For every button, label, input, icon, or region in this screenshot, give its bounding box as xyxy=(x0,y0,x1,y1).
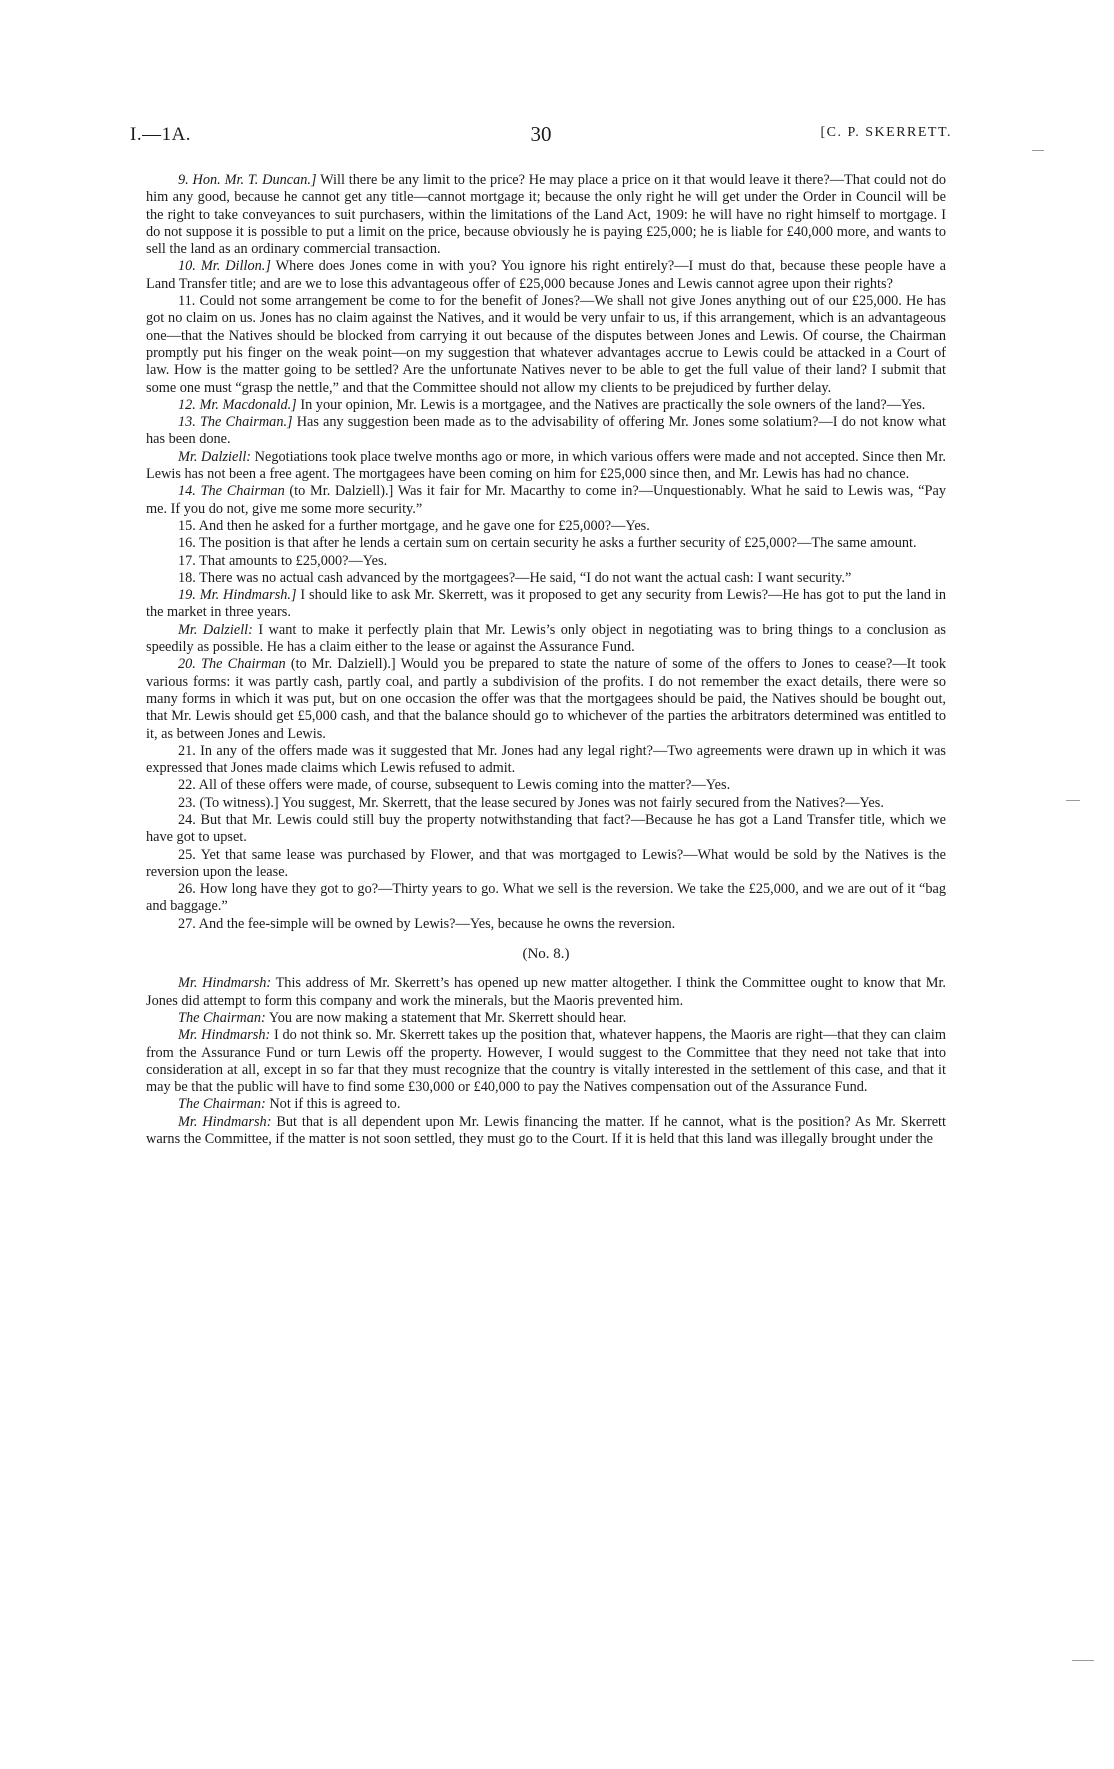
paragraph xyxy=(146,795,946,812)
paragraph-text: 11. Could not some arrangement be come to for the benefit of Jones?—We shall not give Jones anything out of our £25,000. He has got no claim on us. Jones has no claim against the Natives, and it would be very unfair to us, if this arrangement, which is an advantageous one—that the Natives should be blocked from carrying it out because of the disputes between Jones and Lewis. Of course, the Chairman promptly put his finger on the weak point—on my suggestion that whatever advantages accrue to Lewis could be attacked in a Court of law. How is the matter going to be settled? Are the unfortunate Natives never to be able to get the full value of their land? I submit that some one must “grasp the nettle,” and that the Committee should not allow my clients to be prejudiced by further delay. xyxy=(146,293,946,396)
paragraph-text: Will there be any limit to the price? He may place a price on it that would leave it there?—That could not do him any good, because he cannot get any title—cannot mortgage it; because the only right he will get under the Order in Council will be the right to take conveyances to suit purchasers, within the limitations of the Land Act, 1909: he will have no right himself to mortgage. I do not suppose it is possible to put a limit on the price, because obviously he is paying £25,000; he is liable for £40,000 more, and wants to sell the land as an ordinary commercial transaction. xyxy=(146,172,947,258)
paragraph-text: But that is all dependent upon Mr. Lewis financing the matter. If he cannot, what is the position? As Mr. Skerrett warns the Committee, if the matter is not soon settled, they must go to the Court. If it is held that this land was illegally brought under the xyxy=(146,1113,947,1148)
paragraph-text: (to Mr. Dalziell).] Would you be prepared to state the nature of some of the offers to Jones to cease?—It took various forms: it was partly cash, partly coal, and partly a subdivision of the profits. I do not remember the exact details, there were so many forms in which it was put, but on one occasion the offer was that the mortgagees should be paid, the Natives should be bought out, that Mr. Lewis should get £5,000 cash, and that the balance should go to whichever of the parties the arbitrators determined was entitled to it, as between Jones and Lewis. xyxy=(146,656,946,742)
paragraph-text: I want to make it perfectly plain that Mr. Lewis’s only object in negotiating was to bring things to a conclusion as speedily as possible. He has a claim either to the lease or against the Assurance Fund. xyxy=(146,621,946,656)
speaker-label: 10. Mr. Dillon.] xyxy=(178,258,271,275)
paragraph xyxy=(146,656,946,742)
margin-mark xyxy=(1032,150,1044,151)
paragraph-list xyxy=(146,172,946,933)
paragraph-text: 21. In any of the offers made was it suggested that Mr. Jones had any legal right?—Two agreements were drawn up in which it was expressed that Jones made claims which Lewis refused to admit. xyxy=(146,742,946,777)
paragraph xyxy=(146,622,946,657)
paragraph-text: You are now making a statement that Mr. Skerrett should hear. xyxy=(265,1009,627,1026)
page-number: 30 xyxy=(530,122,552,146)
paragraph-text: 24. But that Mr. Lewis could still buy the property notwithstanding that fact?—Because he has got a Land Transfer title, which we have got to upset. xyxy=(146,811,946,846)
section-heading: (No. 8.) xyxy=(522,946,570,963)
speaker-label: 20. The Chairman xyxy=(178,656,286,673)
speaker-label: Mr. Hindmarsh: xyxy=(178,975,272,992)
paragraph-text: 16. The position is that after he lends a certain sum on certain security he asks a further security of £25,000?—The same amount. xyxy=(178,535,917,552)
paragraph xyxy=(146,916,946,933)
speaker-label: 12. Mr. Macdonald.] xyxy=(178,396,297,413)
paragraph-text: 27. And the fee-simple will be owned by Lewis?—Yes, because he owns the reversion. xyxy=(178,915,676,932)
paragraph-text: Has any suggestion been made as to the advisability of offering Mr. Jones some solatium?—I do not know what has been done. xyxy=(146,414,947,448)
page-header xyxy=(130,124,952,154)
paragraph xyxy=(146,449,946,484)
speaker-label: 9. Hon. Mr. T. Duncan.] xyxy=(178,172,317,188)
paragraph-text: This address of Mr. Skerrett’s has opened up new matter altogether. I think the Committee ought to know that Mr. Jones did attempt to form this company and work the minerals, but the Maoris prevented him. xyxy=(146,975,946,1009)
paragraph xyxy=(146,535,946,552)
paragraph xyxy=(146,847,946,882)
paragraph-text: 18. There was no actual cash advanced by the mortgagees?—He said, “I do not want the actual cash: I want security.” xyxy=(178,569,852,586)
paragraph xyxy=(146,570,946,587)
paragraph xyxy=(146,258,946,293)
body-text xyxy=(146,172,946,1148)
paragraph xyxy=(146,414,946,449)
paragraph xyxy=(146,172,946,258)
paragraph xyxy=(146,812,946,847)
paragraph xyxy=(146,777,946,794)
margin-mark xyxy=(1066,800,1080,801)
speaker-label: 14. The Chairman xyxy=(178,483,285,500)
speaker-label: The Chairman: xyxy=(178,1096,266,1113)
paragraph-text: 22. All of these offers were made, of course, subsequent to Lewis coming into the matter?—Yes. xyxy=(178,777,731,794)
paragraph xyxy=(146,518,946,535)
paragraph-text: (to Mr. Dalziell).] Was it fair for Mr. Macarthy to come in?—Unquestionably. What he said to Lewis was, “Pay me. If you do not, give me some more security.” xyxy=(146,483,946,517)
paragraph xyxy=(146,587,946,622)
paragraph xyxy=(146,743,946,778)
paragraph xyxy=(146,1027,946,1096)
paragraph-text: 26. How long have they got to go?—Thirty years to go. What we sell is the reversion. We take the £25,000, and we are out of it “bag and baggage.” xyxy=(146,881,946,915)
paragraph-text: 25. Yet that same lease was purchased by Flower, and that was mortgaged to Lewis?—What would be sold by the Natives is the reversion upon the lease. xyxy=(146,846,946,880)
paragraph-text: Negotiations took place twelve months ago or more, in which various offers were made and not accepted. Since then Mr. Lewis has not been a free agent. The mortgagees have been coming on him for £25,000 since then, and Mr. Lewis has had no chance. xyxy=(146,448,946,483)
paragraph xyxy=(146,1114,946,1149)
speaker-label: 13. The Chairman.] xyxy=(178,414,293,431)
paragraph xyxy=(146,553,946,570)
speaker-label: Mr. Dalziell: xyxy=(178,448,252,465)
paragraph xyxy=(146,483,946,518)
paragraph xyxy=(146,975,946,1010)
witness-name: [C. P. SKERRETT. xyxy=(820,125,952,140)
speaker-label: Mr. Hindmarsh: xyxy=(178,1027,271,1044)
paragraph-text: 23. (To witness).] You suggest, Mr. Skerrett, that the lease secured by Jones was not fairly secured from the Natives?—Yes. xyxy=(178,794,884,811)
paragraph xyxy=(146,1010,946,1027)
margin-mark xyxy=(1072,1660,1094,1661)
paragraph-text: 17. That amounts to £25,000?—Yes. xyxy=(178,552,388,569)
paragraph-text: 15. And then he asked for a further mortgage, and he gave one for £25,000?—Yes. xyxy=(178,517,650,534)
speaker-label: 19. Mr. Hindmarsh.] xyxy=(178,587,297,604)
paragraph-text: In your opinion, Mr. Lewis is a mortgagee, and the Natives are practically the sole owners of the land?—Yes. xyxy=(296,396,926,413)
paragraph-list-2 xyxy=(146,975,946,1148)
speaker-label: Mr. Dalziell: xyxy=(178,621,253,638)
paragraph-text: I do not think so. Mr. Skerrett takes up the position that, whatever happens, the Maoris are right—that they can claim from the Assurance Fund or turn Lewis off the property. However, I would suggest to the Committee that they need not take that into consideration at all, except in so far that they must recognize that the country is vitally interested in the settlement of this case, and that it may be that the public will have to find some £30,000 or £40,000 to pay the Natives compensation out of the Assurance Fund. xyxy=(146,1027,946,1096)
paragraph-text: Where does Jones come in with you? You ignore his right entirely?—I must do that, because these people have a Land Transfer title; and are we to lose this advantageous offer of £25,000 because Jones and Lewis cannot agree upon their rights? xyxy=(146,258,946,292)
paragraph xyxy=(146,397,946,414)
paragraph xyxy=(146,881,946,916)
paragraph xyxy=(146,293,946,397)
paper-reference: I.—1A. xyxy=(130,124,192,145)
speaker-label: Mr. Hindmarsh: xyxy=(178,1113,272,1130)
paragraph xyxy=(146,1096,946,1113)
paragraph-text: Not if this is agreed to. xyxy=(265,1096,401,1113)
paragraph-text: I should like to ask Mr. Skerrett, was it proposed to get any security from Lewis?—He has got to put the land in the market in three years. xyxy=(146,587,947,621)
speaker-label: The Chairman: xyxy=(178,1009,266,1026)
